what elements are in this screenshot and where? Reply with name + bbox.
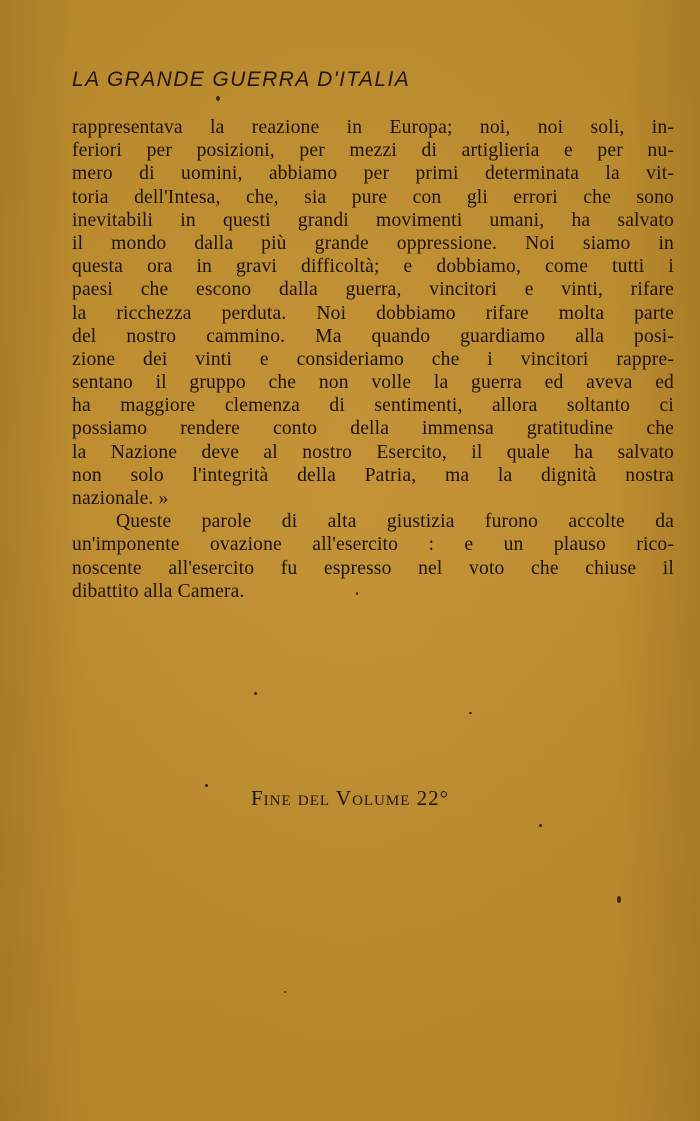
paper-speck — [617, 896, 621, 903]
text-line: rappresentava la reazione in Europa; noi, noi soli, in- — [72, 117, 674, 138]
paragraph — [72, 116, 674, 510]
text-line: il mondo dalla più grande oppressione. Noi siamo in — [72, 232, 674, 254]
text-line: dibattito alla Camera. — [72, 580, 245, 602]
text-line: sentano il gruppo che non volle la guerra ed aveva ed — [72, 372, 674, 394]
text-line: del nostro cammino. Ma quando guardiamo alla posi- — [72, 325, 674, 347]
text-line: la ricchezza perduta. Noi dobbiamo rifare molta parte — [72, 302, 674, 324]
text-line: possiamo rendere conto della immensa gratitudine che — [72, 418, 674, 440]
text-line: nazionale. » — [72, 488, 169, 509]
text-line: mero di uomini, abbiamo per primi determinata la vit- — [72, 163, 674, 185]
text-line: zione dei vinti e consideriamo che i vincitori rappre- — [72, 348, 674, 370]
paper-speck — [284, 991, 286, 993]
text-line: la Nazione deve al nostro Esercito, il quale ha salvato — [72, 441, 674, 463]
paragraph — [72, 510, 674, 603]
paper-speck — [539, 824, 542, 827]
colophon: Fine del Volume 22° — [250, 786, 450, 810]
text-line: inevitabili in questi grandi movimenti umani, ha salvato — [72, 209, 674, 231]
text-line: toria dell'Intesa, che, sia pure con gli errori che sono — [72, 186, 674, 208]
text-line: questa ora in gravi difficoltà; e dobbiamo, come tutti i — [72, 256, 674, 278]
text-line: un'imponente ovazione all'esercito : e un plauso rico- — [72, 534, 674, 556]
paper-speck — [205, 784, 208, 787]
text-line: feriori per posizioni, per mezzi di artiglieria e per nu- — [72, 140, 674, 162]
paper-speck — [254, 692, 257, 695]
paper-speck — [216, 96, 220, 101]
text-line: non solo l'integrità della Patria, ma la dignità nostra — [72, 464, 674, 486]
body-text — [72, 116, 674, 603]
text-line: Queste parole di alta giustizia furono accolte da — [116, 511, 674, 533]
paper-speck — [469, 712, 472, 714]
text-line: noscente all'esercito fu espresso nel voto che chiuse il — [72, 557, 674, 579]
paper-speck — [356, 592, 358, 595]
running-head: LA GRANDE GUERRA D'ITALIA — [72, 68, 411, 91]
text-line: paesi che escono dalla guerra, vincitori e vinti, rifare — [72, 279, 674, 301]
text-line: ha maggiore clemenza di sentimenti, allora soltanto ci — [72, 395, 674, 417]
